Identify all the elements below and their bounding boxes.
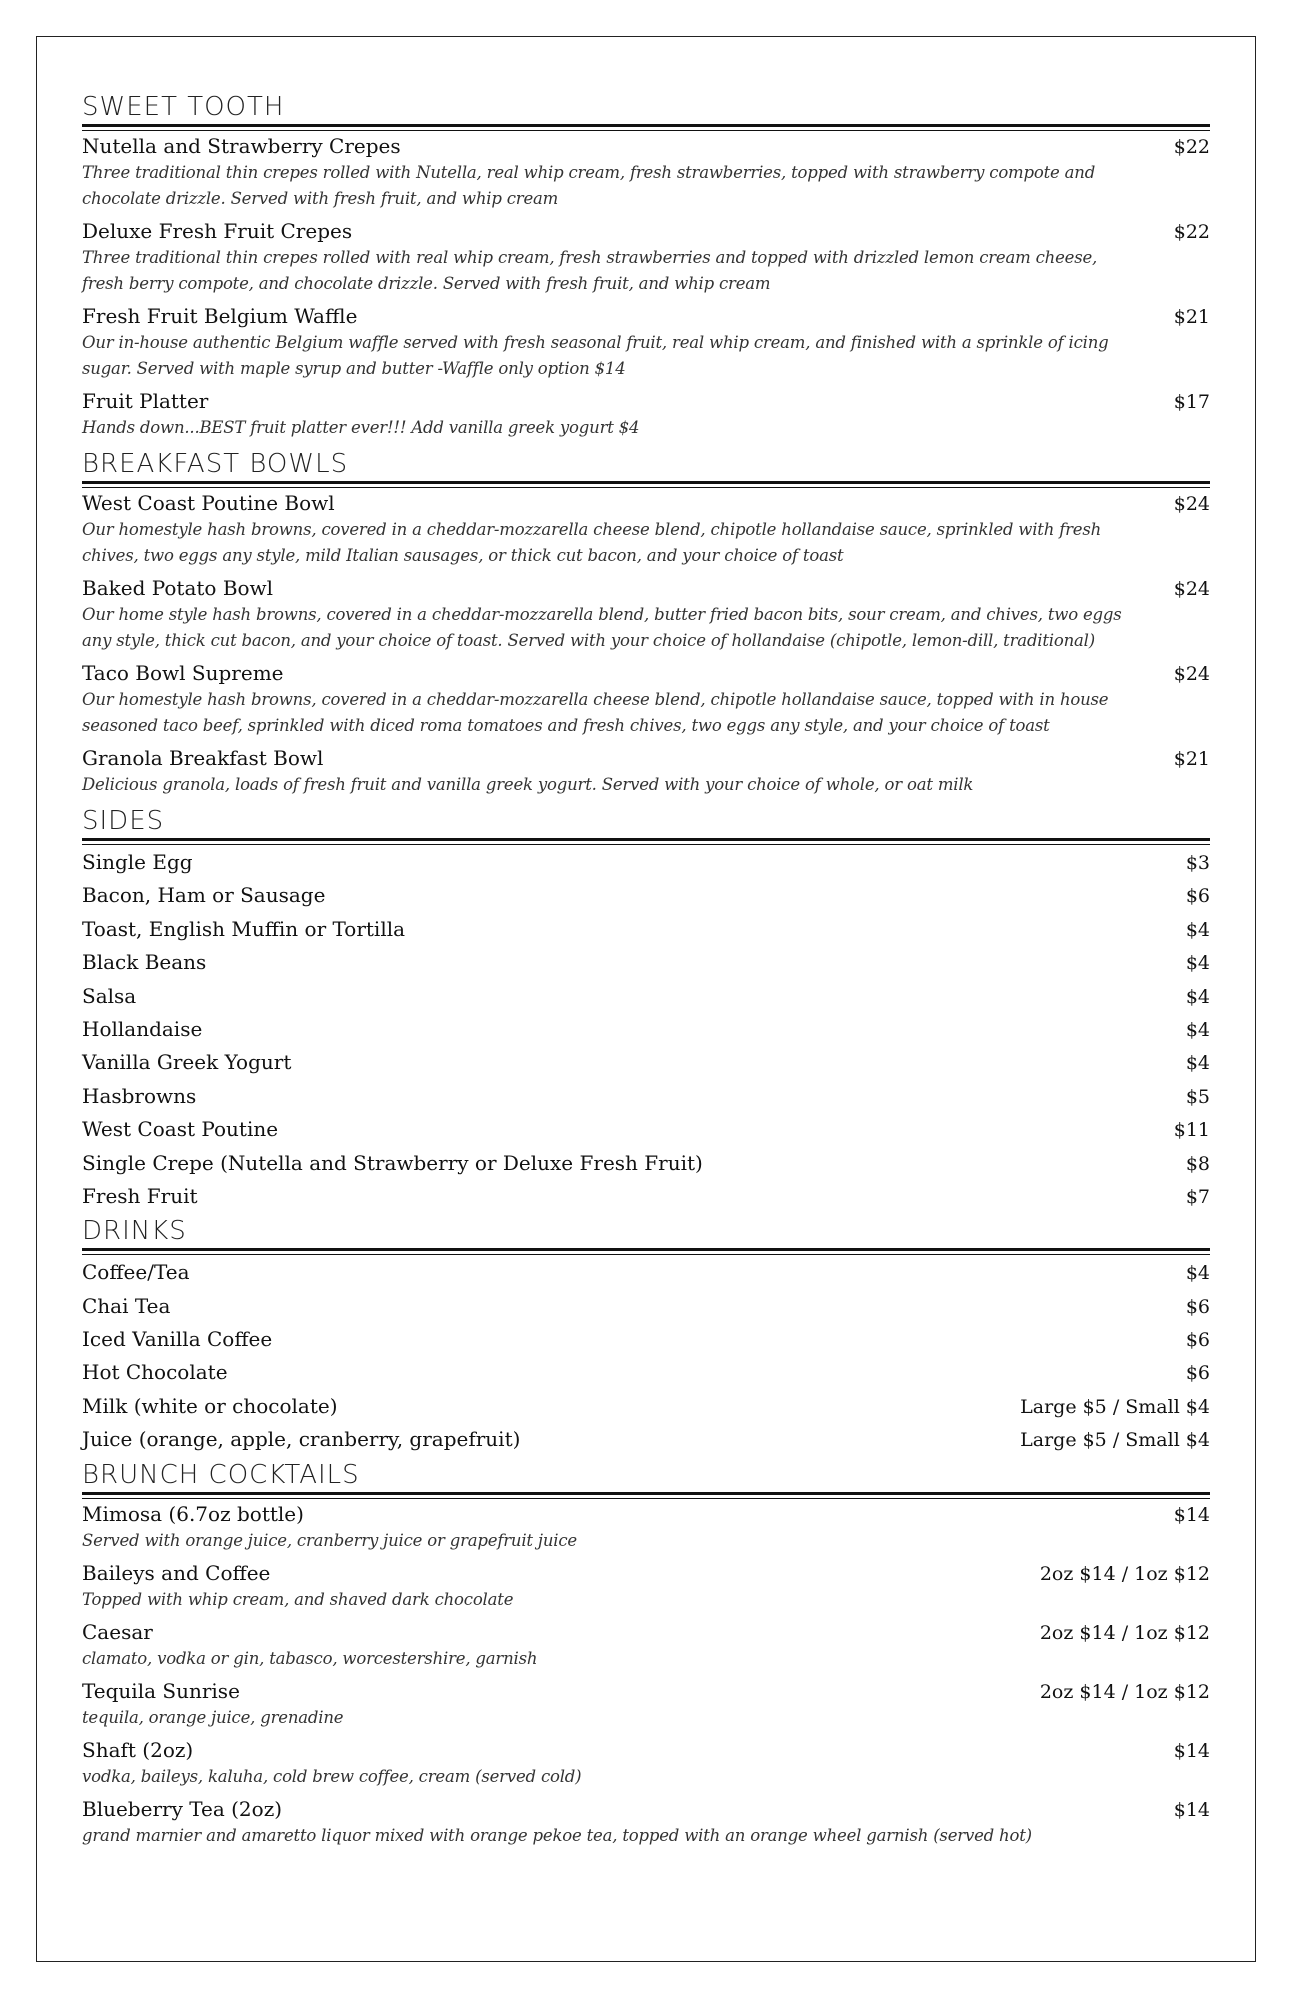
item-price: $4	[1185, 918, 1210, 941]
menu-item	[82, 981, 1210, 1014]
item-price: $17	[1173, 391, 1210, 413]
item-price: 2oz $14 / 1oz $12	[1039, 1621, 1210, 1644]
item-name: Tequila Sunrise	[82, 1678, 240, 1703]
section-drinks	[82, 1214, 1210, 1457]
menu-item	[82, 1424, 1210, 1457]
item-price: $24	[1173, 493, 1210, 515]
item-price: $6	[1185, 1362, 1210, 1385]
menu-item	[82, 303, 1210, 382]
item-name: Hasbrowns	[82, 1083, 197, 1108]
item-name: Salsa	[82, 983, 137, 1008]
item-description: Hands down...BEST fruit platter ever!!! Add vanilla greek yogurt $4	[82, 418, 640, 437]
section-sweet-tooth	[82, 90, 1210, 441]
item-price: $14	[1173, 1503, 1210, 1526]
section-divider	[82, 481, 1210, 488]
item-price: $6	[1185, 1295, 1210, 1318]
item-description: grand marnier and amaretto liquor mixed with orange pekoe tea, topped with an orange wheel garnish (served hot)	[82, 1825, 1032, 1845]
item-name: Coffee/Tea	[82, 1260, 190, 1285]
item-name: Fresh Fruit Belgium Waffle	[82, 304, 358, 328]
section-divider	[82, 124, 1210, 131]
item-description: Delicious granola, loads of fresh fruit and vanilla greek yogurt. Served with your choice of whole, or oat milk	[82, 775, 974, 794]
item-name: Juice (orange, apple, cranberry, grapefruit)	[82, 1427, 521, 1452]
item-name: Fresh Fruit	[82, 1183, 198, 1208]
item-price: $4	[1185, 1018, 1210, 1041]
section-divider	[82, 1248, 1210, 1255]
menu-item	[82, 1114, 1210, 1147]
menu-item	[82, 947, 1210, 980]
item-name: Granola Breakfast Bowl	[82, 746, 324, 770]
item-name: Toast, English Muffin or Tortilla	[82, 916, 406, 941]
section-brunch-cocktails	[82, 1458, 1210, 1849]
menu-item	[82, 490, 1210, 569]
item-price: Large $5 / Small $4	[1020, 1429, 1210, 1452]
menu	[82, 90, 1210, 1855]
section-title: BRUNCH COCKTAILS	[82, 1459, 360, 1490]
item-description: Three traditional thin crepes rolled with Nutella, real whip cream, fresh strawberries, topped with strawberry compote and chocolate drizzle. Served with fresh fruit, and whip cream	[82, 163, 1096, 208]
item-price: $8	[1185, 1152, 1210, 1175]
item-name: Fruit Platter	[82, 389, 209, 413]
item-name: Chai Tea	[82, 1293, 171, 1318]
item-price: $4	[1185, 1262, 1210, 1285]
item-price: Large $5 / Small $4	[1020, 1395, 1210, 1418]
item-description: Topped with whip cream, and shaved dark chocolate	[82, 1589, 514, 1609]
menu-item	[82, 1257, 1210, 1290]
item-price: $24	[1173, 663, 1210, 685]
section-divider	[82, 838, 1210, 845]
item-name: West Coast Poutine Bowl	[82, 491, 335, 515]
menu-item	[82, 388, 1210, 441]
item-price: $6	[1185, 1329, 1210, 1352]
menu-item	[82, 914, 1210, 947]
item-name: Iced Vanilla Coffee	[82, 1327, 273, 1352]
item-price: $3	[1185, 852, 1210, 874]
item-price: $4	[1185, 952, 1210, 975]
item-description: Our home style hash browns, covered in a cheddar-mozzarella blend, butter fried bacon bits, sour cream, and chives, two eggs any style, thick cut bacon, and your choice of toast. Served with your choice of hollandaise (chipotle, lemon-dill, traditional)	[82, 605, 1122, 650]
item-description: vodka, baileys, kaluha, cold brew coffee, cream (served cold)	[82, 1766, 582, 1786]
menu-item	[82, 1737, 1210, 1790]
item-name: Caesar	[82, 1619, 153, 1644]
item-name: Single Egg	[82, 850, 193, 874]
menu-item	[82, 218, 1210, 297]
menu-item	[82, 1357, 1210, 1390]
item-name: Single Crepe (Nutella and Strawberry or Deluxe Fresh Fruit)	[82, 1150, 703, 1175]
menu-item	[82, 1501, 1210, 1554]
item-price: $22	[1173, 136, 1210, 158]
item-description: Our homestyle hash browns, covered in a cheddar-mozzarella cheese blend, chipotle hollandaise sauce, topped with in house seasoned taco beef, sprinkled with diced roma tomatoes and fresh chives, two eggs any style, and your choice of toast	[82, 690, 1109, 735]
section-title: SIDES	[82, 806, 165, 836]
menu-item	[82, 745, 1210, 798]
section-divider	[82, 1492, 1210, 1499]
menu-item	[82, 1324, 1210, 1357]
item-price: $14	[1173, 1739, 1210, 1762]
item-name: Hot Chocolate	[82, 1360, 228, 1385]
item-price: $5	[1185, 1085, 1210, 1108]
menu-item	[82, 1560, 1210, 1613]
item-price: $7	[1185, 1185, 1210, 1208]
menu-item	[82, 1181, 1210, 1214]
section-breakfast-bowls	[82, 447, 1210, 798]
menu-item	[82, 1391, 1210, 1424]
section-title: BREAKFAST BOWLS	[82, 449, 349, 479]
menu-item	[82, 1081, 1210, 1114]
item-name: Bacon, Ham or Sausage	[82, 883, 326, 908]
item-price: $6	[1185, 885, 1210, 908]
item-name: Black Beans	[82, 950, 207, 975]
item-price: 2oz $14 / 1oz $12	[1039, 1562, 1210, 1585]
item-price: $4	[1185, 985, 1210, 1008]
menu-item	[82, 880, 1210, 913]
section-sides	[82, 804, 1210, 1214]
section-title: SWEET TOOTH	[82, 92, 285, 122]
menu-item	[82, 1014, 1210, 1047]
menu-item	[82, 1619, 1210, 1672]
menu-item	[82, 575, 1210, 654]
item-name: Vanilla Greek Yogurt	[82, 1050, 292, 1075]
menu-item	[82, 1796, 1210, 1849]
item-name: Deluxe Fresh Fruit Crepes	[82, 219, 353, 243]
item-description: clamato, vodka or gin, tabasco, worcestershire, garnish	[82, 1648, 538, 1668]
item-description: Our in-house authentic Belgium waffle served with fresh seasonal fruit, real whip cream, and finished with a sprinkle of icing sugar. Served with maple syrup and butter -Waffle only option $14	[82, 333, 1109, 378]
item-name: Hollandaise	[82, 1016, 203, 1041]
item-price: $24	[1173, 578, 1210, 600]
item-description: Our homestyle hash browns, covered in a cheddar-mozzarella cheese blend, chipotle hollandaise sauce, sprinkled with fresh chives, two eggs any style, mild Italian sausages, or thick cut bacon, and your choice of toast	[82, 520, 1102, 565]
menu-item	[82, 1678, 1210, 1731]
item-description: Served with orange juice, cranberry juice or grapefruit juice	[82, 1530, 577, 1550]
section-title: DRINKS	[82, 1216, 187, 1247]
item-name: Taco Bowl Supreme	[82, 661, 284, 685]
menu-item	[82, 133, 1210, 212]
item-name: Nutella and Strawberry Crepes	[82, 134, 401, 158]
item-name: Mimosa (6.7oz bottle)	[82, 1501, 304, 1526]
item-price: $14	[1173, 1798, 1210, 1821]
item-name: Baileys and Coffee	[82, 1560, 271, 1585]
item-price: $22	[1173, 221, 1210, 243]
item-name: Baked Potato Bowl	[82, 576, 274, 600]
item-name: West Coast Poutine	[82, 1117, 279, 1142]
menu-item	[82, 1148, 1210, 1181]
item-price: $11	[1173, 1119, 1210, 1142]
menu-item	[82, 660, 1210, 739]
item-price: 2oz $14 / 1oz $12	[1039, 1680, 1210, 1703]
item-description: tequila, orange juice, grenadine	[82, 1707, 344, 1727]
item-name: Blueberry Tea (2oz)	[82, 1796, 283, 1821]
item-name: Shaft (2oz)	[82, 1737, 194, 1762]
menu-item	[82, 1291, 1210, 1324]
item-price: $21	[1173, 306, 1210, 328]
item-price: $21	[1173, 748, 1210, 770]
item-description: Three traditional thin crepes rolled with real whip cream, fresh strawberries and topped with drizzled lemon cream cheese, fresh berry compote, and chocolate drizzle. Served with fresh fruit, and whip cream	[82, 248, 1098, 293]
menu-item	[82, 1047, 1210, 1080]
item-name: Milk (white or chocolate)	[82, 1393, 338, 1418]
item-price: $4	[1185, 1052, 1210, 1075]
menu-item	[82, 847, 1210, 880]
